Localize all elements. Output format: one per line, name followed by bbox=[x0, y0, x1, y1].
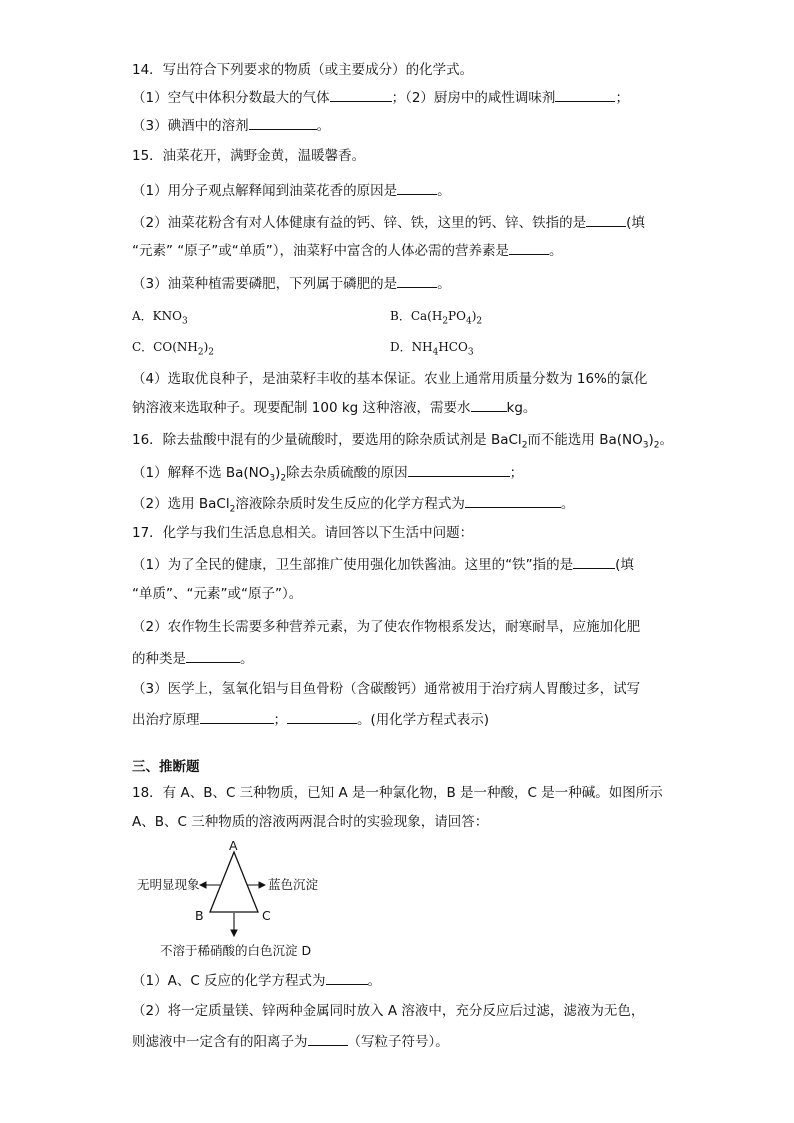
q15-answer-blank-3[interactable] bbox=[509, 240, 549, 255]
q14-part1-text: （1）空气中体积分数最大的气体 bbox=[132, 90, 330, 106]
q15-answer-blank-2[interactable] bbox=[586, 212, 626, 227]
q15-sub2-end: (填 bbox=[626, 215, 645, 231]
triangle-shape bbox=[210, 852, 258, 912]
q15-stem: 15．油菜花开，满野金黄，温暖馨香。 bbox=[132, 148, 366, 164]
right-observation-label: 蓝色沉淀 bbox=[268, 877, 319, 892]
vertex-c-label: C bbox=[262, 908, 271, 923]
q15-line-3 bbox=[132, 273, 451, 294]
q14-line-3 bbox=[132, 115, 330, 136]
q15-sub1-text: （1）用分子观点解释闻到油菜花香的原因是 bbox=[132, 183, 398, 199]
bottom-observation-label: 不溶于稀硝酸的白色沉淀 D bbox=[160, 943, 312, 958]
q18-line-2b: 则滤液中一定含有的阳离子为 （写粒子符号）。 bbox=[132, 1031, 449, 1052]
q14-answer-blank-2[interactable] bbox=[555, 87, 615, 102]
q14-stem: 14．写出符合下列要求的物质（或主要成分）的化学式。 bbox=[132, 62, 474, 78]
q16-stem: 16．除去盐酸中混有的少量硫酸时，要选用的除杂质试剂是 BaCl$_2$而不能选用 $Ba(NO_3)_2$。 bbox=[132, 432, 673, 451]
q17-answer-blank-1[interactable] bbox=[573, 554, 615, 569]
q15-sub2b-text: “元素” “原子”或“单质”），油菜籽中富含的人体必需的营养素是 bbox=[132, 243, 510, 259]
q17-line-1a: （1）为了全民的健康，卫生部推广使用强化加铁酱油。这里的“铁”指的是 (填 bbox=[132, 554, 634, 575]
q15-sub3-end: 。 bbox=[437, 276, 451, 292]
q14-part3-end: 。 bbox=[316, 118, 331, 134]
q14-part2-end: ； bbox=[615, 90, 629, 106]
q17-answer-blank-3[interactable] bbox=[200, 709, 274, 724]
q18-line-2a: （2）将一定质量镁、锌两种金属同时放入 A 溶液中，充分反应后过滤，滤液为无色， bbox=[132, 1003, 645, 1019]
q15-sub4-text: 钠溶液来选取种子。现要配制 100 kg 这种溶液，需要水 bbox=[132, 400, 471, 416]
q14-answer-blank-1[interactable] bbox=[330, 87, 392, 102]
left-observation-label: 无明显现象 bbox=[137, 877, 200, 892]
section-heading-inference: 三、推断题 bbox=[132, 759, 200, 775]
q14-part3-text: （3）碘酒中的溶剂 bbox=[132, 118, 249, 134]
q15-line-4b bbox=[132, 397, 536, 418]
q15-answer-blank-5[interactable] bbox=[471, 397, 507, 412]
q15-line-2a bbox=[132, 212, 645, 233]
q15-option-b[interactable]: B．$Ca(H_2PO_4)_2$ bbox=[390, 309, 483, 327]
q14-line-2 bbox=[132, 87, 629, 108]
q15-sub4-end: kg。 bbox=[506, 400, 537, 416]
q15-option-d[interactable]: D．$NH_4HCO_3$ bbox=[390, 340, 474, 358]
q15-sub2b-end: 。 bbox=[549, 243, 563, 259]
q15-sub2-text: （2）油菜花粉含有对人体健康有益的钙、锌、铁，这里的钙、锌、铁指的是 bbox=[132, 215, 587, 231]
reaction-triangle-diagram bbox=[132, 838, 352, 964]
q17-line-1b: “单质”、“元素”或“原子”）。 bbox=[132, 586, 303, 602]
q14-answer-blank-3[interactable] bbox=[249, 115, 317, 130]
q15-line-1 bbox=[132, 180, 451, 201]
q15-line-2b bbox=[132, 240, 563, 261]
q17-stem: 17．化学与我们生活息息相关。请回答以下生活中问题： bbox=[132, 525, 474, 541]
q15-sub1-end: 。 bbox=[437, 183, 451, 199]
vertex-a-label: A bbox=[229, 838, 238, 853]
q16-answer-blank-1[interactable] bbox=[408, 462, 510, 477]
vertex-b-label: B bbox=[195, 908, 204, 923]
q17-line-3a: （3）医学上，氢氧化铝与目鱼骨粉（含碳酸钙）通常被用于治疗病人胃酸过多，试写 bbox=[132, 681, 641, 697]
q14-part2-text: ；（2）厨房中的咸性调味剂 bbox=[391, 90, 556, 106]
q15-answer-blank-4[interactable] bbox=[397, 273, 437, 288]
q15-option-c[interactable]: C．$CO(NH_2)_2$ bbox=[132, 340, 215, 358]
q15-option-a[interactable]: A．$KNO_3$ bbox=[132, 309, 188, 327]
q15-line-4a: （4）选取优良种子，是油菜籽丰收的基本保证。农业上通常用质量分数为 16%的氯化 bbox=[132, 371, 648, 387]
q16-line-1: （1）解释不选 $Ba(NO_3)_2$除去杂质硫酸的原因 ； bbox=[132, 462, 523, 483]
q17-line-2b: 的种类是 。 bbox=[132, 648, 254, 669]
q18-line-1: （1）A、C 反应的化学方程式为 。 bbox=[132, 970, 381, 991]
q17-line-3b: 出治疗原理 ； 。(用化学方程式表示) bbox=[132, 709, 489, 730]
q18-answer-blank-2[interactable] bbox=[308, 1031, 348, 1046]
q17-line-2a: （2）农作物生长需要多种营养元素，为了使农作物根系发达，耐寒耐旱，应施加化肥 bbox=[132, 619, 641, 635]
q18-answer-blank-1[interactable] bbox=[326, 970, 368, 985]
q16-answer-blank-2[interactable] bbox=[465, 493, 561, 508]
q16-line-2: （2）选用 BaCl$_2$溶液除杂质时发生反应的化学方程式为 。 bbox=[132, 493, 574, 514]
q18-stem-a: 18．有 A、B、C 三种物质，已知 A 是一种氯化物，B 是一种酸，C 是一种碱。如图所示 bbox=[132, 785, 663, 801]
q17-answer-blank-4[interactable] bbox=[287, 709, 357, 724]
q17-answer-blank-2[interactable] bbox=[186, 648, 240, 663]
q15-sub3-text: （3）油菜种植需要磷肥，下列属于磷肥的是 bbox=[132, 276, 398, 292]
q15-answer-blank-1[interactable] bbox=[397, 180, 437, 195]
q18-stem-b: A、B、C 三种物质的溶液两两混合时的实验现象，请回答： bbox=[132, 814, 489, 830]
